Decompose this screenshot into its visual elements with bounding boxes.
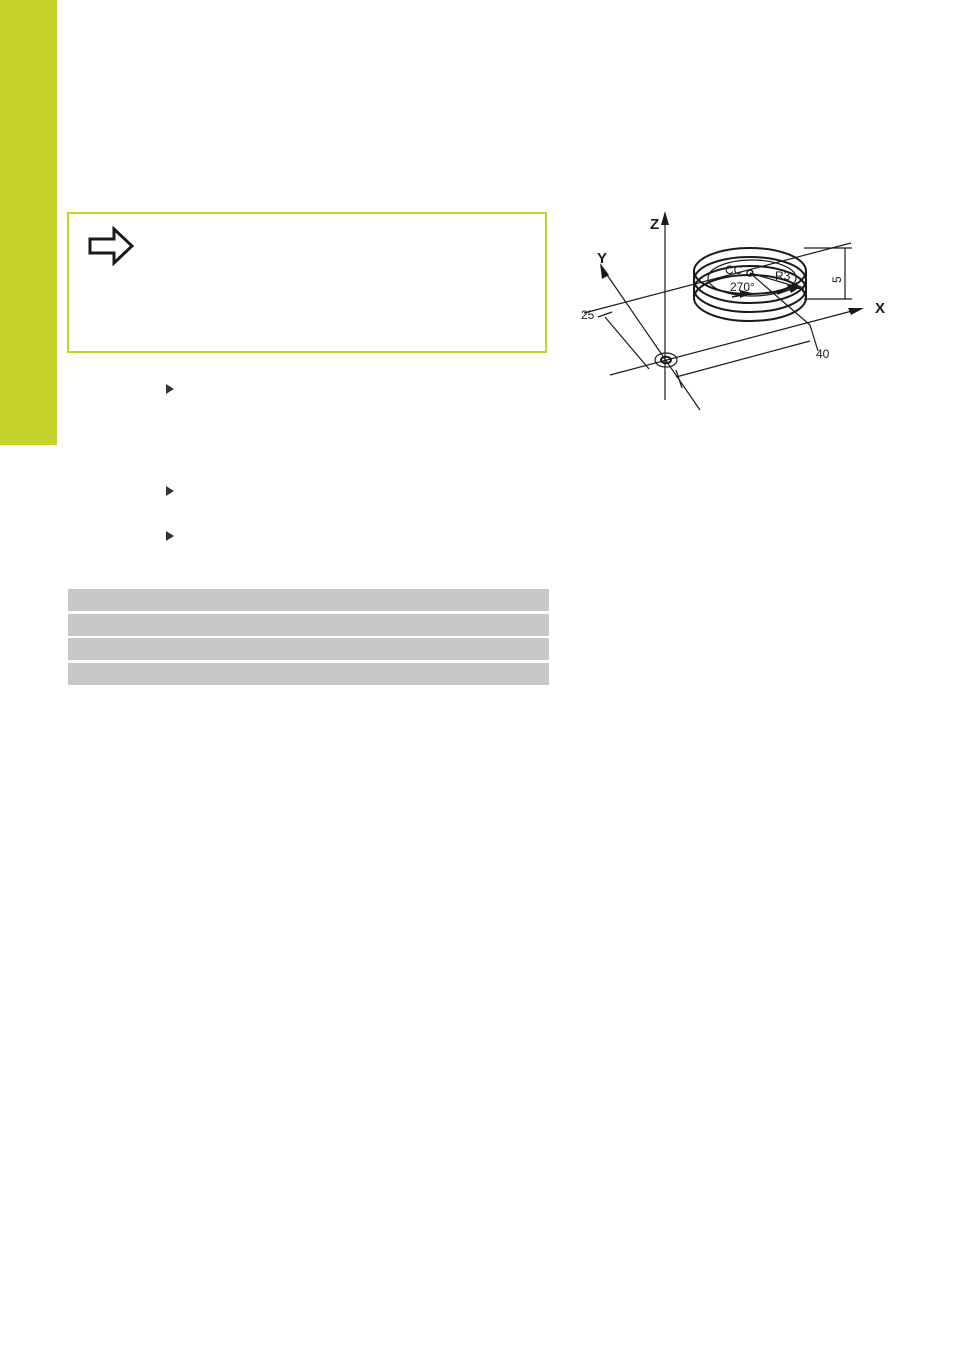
- dim-40-label: 40: [816, 347, 830, 361]
- dim-25-label: 25: [581, 308, 595, 322]
- note-box: [67, 212, 547, 353]
- triangle-bullet-icon: [166, 531, 175, 541]
- table-row: [68, 614, 549, 636]
- angle-label: 270°: [730, 280, 755, 294]
- helix-diagram: [572, 205, 902, 420]
- center-label: CC: [725, 263, 743, 277]
- arrow-right-outline-icon: [87, 226, 135, 266]
- triangle-bullet-icon: [166, 384, 175, 394]
- axis-y-label: Y: [597, 250, 608, 267]
- table-row: [68, 589, 549, 611]
- table-row: [68, 663, 549, 685]
- dim-5-label: 5: [830, 276, 844, 283]
- axis-z-label: Z: [650, 216, 660, 233]
- axis-x-label: X: [875, 300, 886, 317]
- chapter-side-bar: [0, 0, 57, 445]
- table-row: [68, 638, 549, 660]
- radius-label: R3: [775, 269, 791, 283]
- triangle-bullet-icon: [166, 486, 175, 496]
